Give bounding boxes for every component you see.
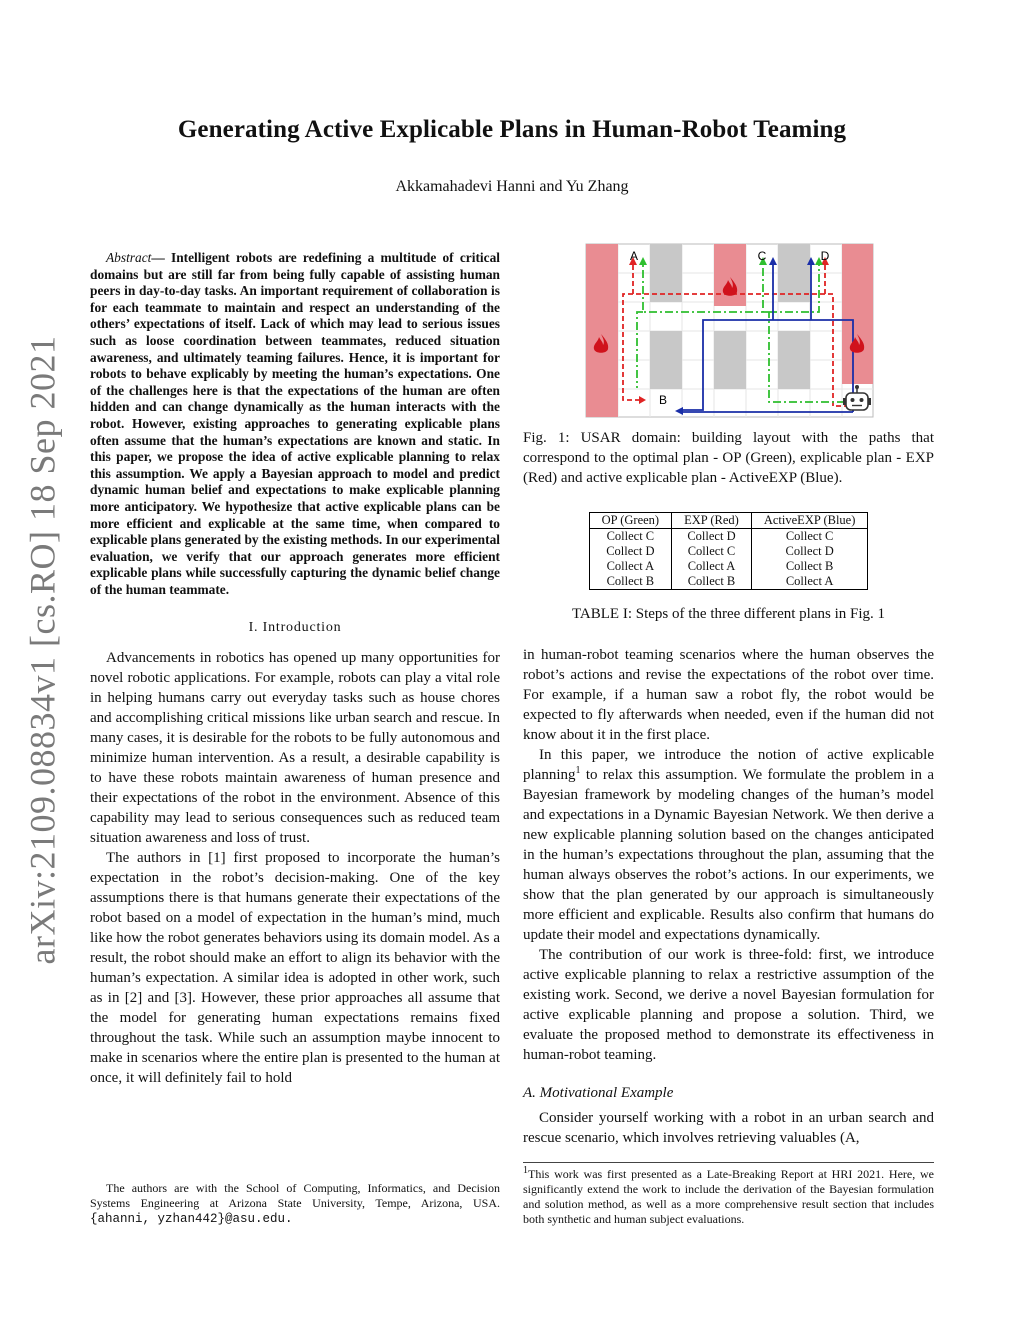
table-cell: Collect A — [751, 574, 868, 590]
usar-figure — [523, 238, 934, 428]
table-cell: Collect A — [672, 559, 752, 574]
intro-paragraph-1: Advancements in robotics has opened up many opportunities for novel robotic applications. For example, robots can play a vital role in helping humans carry out everyday tasks such as house chores and accomplishing critical missions like urban search and rescue. In many cases, it is desirable for the robots to be fully autonomous and minimize human intervention. As a result, a desirable capability is to have these robots maintain awareness of human presence and their expectations of the robot in the environment. Absence of this capability may lead to serious consequences such as reduced team situation awareness and loss of trust. — [90, 650, 500, 847]
paper-title: Generating Active Explicable Plans in Human-Robot Teaming — [177, 116, 847, 143]
wall-block — [778, 331, 810, 389]
intro-paragraph-2: The authors in [1] first proposed to incorporate the human’s expectation in the robot’s decision-making. One of the key assumptions there is that humans generate their expectations of the robot based on a model of expectation in the human’s mind, much like how the robot generates behaviors using its domain model. As a result, the robot should make an effort to align its behavior with the human’s expectation. A similar idea is adopted in other work, such as in [2] and [3]. However, these prior approaches all assume that the model for generating human expectations remains fixed throughout the task. While such an assumption maybe innocent to make in scenarios where the entire plan is presented to the human at once, it will definitely fail to hold — [90, 850, 500, 1087]
author-affiliation-footnote — [90, 1181, 500, 1227]
table-cell: Collect D — [589, 544, 672, 559]
table-row — [589, 574, 868, 590]
footnote-1 — [523, 1162, 934, 1227]
table-cell: Collect D — [672, 529, 752, 545]
plans-table — [589, 512, 869, 590]
table-cell: Collect C — [589, 529, 672, 545]
table-row — [589, 529, 868, 545]
arxiv-identifier: arXiv:2109.08834v1 [cs.RO] 18 Sep 2021 — [22, 335, 63, 965]
footnote-1-text: This work was first presented as a Late-Breaking Report at HRI 2021. Here, we significantly extend the work to include the derivation of the Bayesian formulation and solution method, as well as a more comprehensive result section that includes both synthetic and human subject evaluations. — [523, 1167, 934, 1226]
usar-domain-map — [523, 238, 934, 428]
author-emails: {ahanni, yzhan442}@asu.edu. — [90, 1212, 293, 1226]
abstract-lead: Abstract — [106, 250, 152, 265]
right-paragraph-2: In this paper, we introduce the notion of active explicable planning$^1$ to relax this assumption. We formulate the problem in a Bayesian framework by modeling changes of the human’s model and expectations in a Dynamic Bayesian Network. We then derive a new explicable planning solution based on the changes anticipated in the human’s expectations throughout the plan, assuming that the human always observes the robot’s actions. In our experiments, we show that the plan generated by our approach is simultaneously more efficient and explicable. Results also confirm that humans do update their model and expectations dynamically. — [523, 747, 934, 943]
table-cell: Collect D — [751, 544, 868, 559]
paper-authors: Akkamahadevi Hanni and Yu Zhang — [395, 178, 629, 195]
table-caption: TABLE I: Steps of the three different plans in Fig. 1 — [571, 606, 886, 622]
affiliation-text: The authors are with the School of Computing, Informatics, and Decision Systems Engineering at Arizona State University, Tempe, Arizona, USA. — [90, 1181, 500, 1210]
left-column — [90, 250, 500, 1088]
table-header-row — [589, 513, 868, 529]
table-row — [589, 559, 868, 574]
wall-block — [650, 331, 682, 389]
table-cell: Collect C — [751, 529, 868, 545]
section-heading-introduction: I. Introduction — [248, 620, 342, 636]
hazard-zone-right — [842, 244, 873, 384]
location-label-c: C — [757, 249, 767, 263]
location-label-b: B — [658, 393, 668, 407]
table-header-cell: OP (Green) — [589, 513, 672, 529]
abstract-dash: — — [151, 250, 171, 265]
location-label-d: D — [820, 249, 830, 263]
location-label-a: A — [629, 249, 639, 263]
figure-caption: Fig. 1: USAR domain: building layout with the paths that correspond to the optimal plan - OP (Green), explicable plan - EXP (Red) and active explicable plan - ActiveEXP (Blue). — [523, 430, 934, 486]
footnote-1-mark: 1 — [523, 1165, 528, 1176]
table-row — [589, 544, 868, 559]
table-cell: Collect C — [672, 544, 752, 559]
right-paragraph-3: The contribution of our work is three-fold: first, we introduce active explicable planning to relax a restrictive assumption of the existing work. Second, we derive a novel Bayesian formulation for active explicable planning and propose a solution. Third, we evaluate the proposed method to demonstrate its effectiveness in human-robot teaming. — [523, 947, 934, 1063]
footnote-marker: 1 — [575, 765, 581, 776]
table-cell: Collect B — [589, 574, 672, 590]
table-header-cell: EXP (Red) — [672, 513, 752, 529]
table-cell: Collect B — [751, 559, 868, 574]
right-column — [523, 238, 934, 1148]
table-cell: Collect B — [672, 574, 752, 590]
abstract — [90, 250, 500, 598]
subsection-heading-motivational-example: A. Motivational Example — [523, 1085, 674, 1101]
hazard-zone-left — [586, 244, 618, 417]
right-paragraph-1: in human-robot teaming scenarios where the human observes the robot’s actions and revise the expectations of the robot over time. For example, if a human saw a robot fly, the robot would be expected to fly afterwards when needed, even if the human did not know about it in the first place. — [523, 647, 934, 743]
table-cell: Collect A — [589, 559, 672, 574]
wall-block — [714, 331, 746, 389]
hazard-zone-middle — [714, 244, 746, 306]
right-paragraph-4: Consider yourself working with a robot in an urban search and rescue scenario, which involves retrieving valuables (A, — [523, 1110, 934, 1146]
abstract-body: Intelligent robots are redefining a multitude of critical domains but are still far from being fully capable of assisting human peers in day-to-day tasks. An important requirement of collaboration is for each teammate to maintain and respect an understanding of the others’ expectations of itself. Lack of which may lead to serious issues such as loose coordination between teammates, reduced situation awareness, and ultimately teaming failures. Hence, it is important for robots to behave explicably by meeting the human’s expectations. One of the challenges here is that the expectations of the human are often hidden and can change dynamically as the human interacts with the robot. However, existing approaches to generating explicable plans often assume that the human’s expectations are known and static. In this paper, we propose the idea of active explicable planning to relax this assumption. We apply a Bayesian approach to model and predict dynamic human belief and expectations to make explicable planning more anticipatory. We hypothesize that active explicable plans can be more efficient and explicable at the same time, when compared to explicable plans generated by the existing methods. In our experimental evaluation, we verify that our approach generates more efficient explicable plans while successfully capturing the dynamic belief change of the human teammate. — [90, 250, 500, 597]
table-header-cell: ActiveEXP (Blue) — [751, 513, 868, 529]
